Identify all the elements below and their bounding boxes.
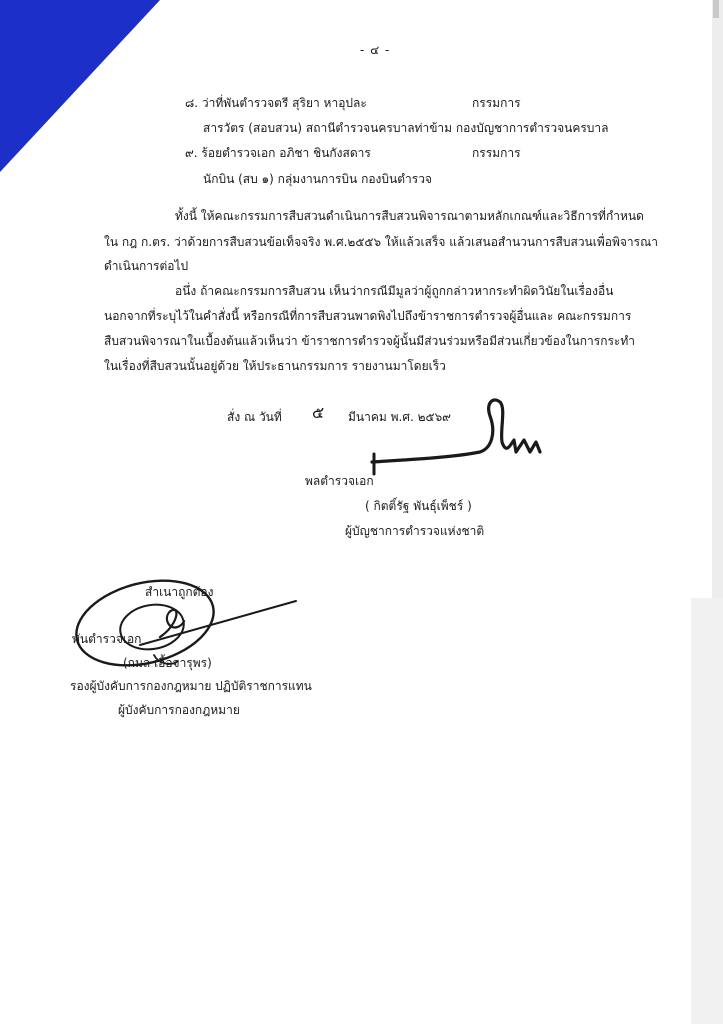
paragraph-2-line-3: สืบสวนพิจารณาในเบื้องต้นแล้วเห็นว่า ข้าราชการตำรวจผู้นั้นมีส่วนร่วมหรือมีส่วนเกี่ยวข้องในการกระทำ	[104, 334, 636, 348]
paragraph-1-line-1: ทั้งนี้ ให้คณะกรรมการสืบสวนดำเนินการสืบสวนพิจารณาตามหลักเกณฑ์และวิธีการที่กำหนด	[175, 209, 644, 223]
scan-edge-mark	[713, 0, 719, 18]
paragraph-2-line-4: ในเรื่องที่สืบสวนนั้นอยู่ด้วย ให้ประธานกรรมการ รายงานมาโดยเร็ว	[104, 359, 446, 373]
member-9-role: กรรมการ	[472, 146, 521, 160]
page-number: - ๔ -	[360, 43, 391, 57]
certified-copy-title-1: รองผู้บังคับการกองกฎหมาย ปฏิบัติราชการแทน	[70, 679, 312, 693]
order-date-day: ๕	[312, 403, 325, 422]
signatory-rank: พลตำรวจเอก	[305, 474, 374, 488]
certified-copy-name: (กมล เอื้อจารุพร)	[123, 656, 212, 670]
member-9-name: ๙. ร้อยตำรวจเอก อภิชา ชินกังสดาร	[185, 146, 371, 160]
blue-corner-shape	[0, 0, 160, 175]
member-8-role: กรรมการ	[472, 96, 521, 110]
member-9-position: นักบิน (สบ ๑) กลุ่มงานการบิน กองบินตำรวจ	[203, 172, 432, 186]
signatory-name: ( กิตติ์รัฐ พันธุ์เพ็ชร์ )	[365, 499, 472, 513]
scan-shadow-block	[691, 598, 723, 1024]
paragraph-2-line-2: นอกจากที่ระบุไว้ในคำสั่งนี้ หรือกรณีที่การสืบสวนพาดพิงไปถึงข้าราชการตำรวจผู้อื่นและ คณะกรรมการ	[104, 309, 632, 323]
certified-copy-rank: พันตำรวจเอก	[72, 632, 142, 646]
commander-signature	[360, 390, 560, 480]
signatory-title: ผู้บัญชาการตำรวจแห่งชาติ	[345, 524, 485, 538]
certified-copy-label: สำเนาถูกต้อง	[145, 585, 214, 599]
member-8-position: สารวัตร (สอบสวน) สถานีตำรวจนครบาลท่าข้าม กองบัญชาการตำรวจนครบาล	[203, 121, 609, 135]
paragraph-1-line-2: ใน กฎ ก.ตร. ว่าด้วยการสืบสวนข้อเท็จจริง พ.ศ.๒๕๕๖ ให้แล้วเสร็จ แล้วเสนอสำนวนการสืบสวนเพื่อพิจารณา	[104, 235, 658, 249]
paragraph-2-line-1: อนึ่ง ถ้าคณะกรรมการสืบสวน เห็นว่ากรณีมีมูลว่าผู้ถูกกล่าวหากระทำผิดวินัยในเรื่องอื่น	[175, 284, 614, 298]
certifier-signature	[60, 565, 310, 685]
member-8-name: ๘. ว่าที่พันตำรวจตรี สุริยา หาอุปละ	[185, 96, 367, 110]
order-date-month-year: มีนาคม พ.ศ. ๒๕๖๙	[348, 410, 451, 424]
order-date-prefix: สั่ง ณ วันที่	[227, 410, 282, 424]
certified-copy-title-2: ผู้บังคับการกองกฎหมาย	[118, 703, 240, 717]
paragraph-1-line-3: ดำเนินการต่อไป	[104, 259, 189, 273]
